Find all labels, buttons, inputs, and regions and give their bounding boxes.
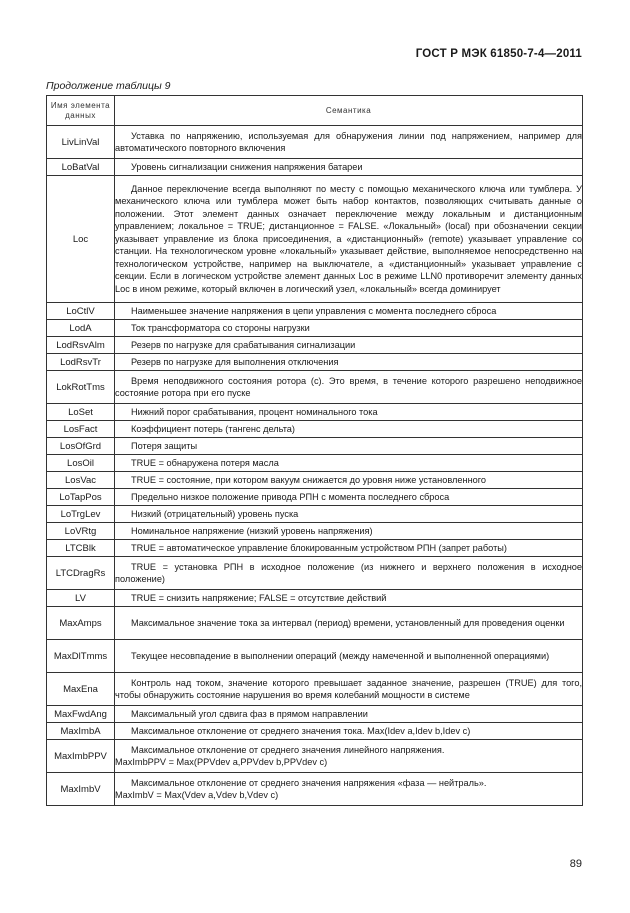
data-name-cell: LoBatVal xyxy=(47,159,115,176)
page-number: 89 xyxy=(569,858,582,870)
semantic-cell: Наименьшее значение напряжения в цепи управления с момента последнего сброса xyxy=(115,303,583,320)
table-row xyxy=(47,438,583,455)
table-row xyxy=(47,354,583,371)
semantic-cell: Данное переключение всегда выполняют по месту с помощью механического ключа или тумблера. У механического ключа или тумблера может быть набор контактов, позволяющих считывать данные о положении. Этот элемент данных означает переключение между локальным и дистанционным управлением; локальное = TRUE; дистанционное = FALSE. «Локальный» (local) при обозначении секции указывает управление из блока присоединения, а «дистанционный» (remote) указывает управление со станции. На технологическом уровне «локальный» указывает действие, выполняемое непосредственно на технологическом устройстве, например на выключателе, а «дистанционный» указывает управление с секции. Если в логическом устройстве элемент данных Loc в режиме LLN0 противоречит элементу данных Loc в ином режиме, который включен в логический узел, «локальный» всегда доминирует xyxy=(115,176,583,303)
semantic-cell xyxy=(115,773,583,806)
semantic-cell: Резерв по нагрузке для выполнения отключения xyxy=(115,354,583,371)
table-caption: Продолжение таблицы 9 xyxy=(46,80,171,92)
table-row xyxy=(47,590,583,607)
data-name-cell: MaxFwdAng xyxy=(47,706,115,723)
data-name-cell: Loc xyxy=(47,176,115,303)
semantic-cell: TRUE = установка РПН в исходное положение (из нижнего и верхнего положения в исходное положение) xyxy=(115,557,583,590)
table-row xyxy=(47,640,583,673)
column-header-name-line2: данных xyxy=(65,111,96,120)
semantic-formula: MaxImbV = Max(Vdev a,Vdev b,Vdev c) xyxy=(115,790,279,800)
table-row xyxy=(47,421,583,438)
semantic-cell: Уровень сигнализации снижения напряжения батареи xyxy=(115,159,583,176)
data-name-cell: MaxImbV xyxy=(47,773,115,806)
semantic-cell: Максимальное значение тока за интервал (период) времени, установленный для проведения оценки xyxy=(115,607,583,640)
column-header-name xyxy=(47,96,115,126)
data-name-cell: LosFact xyxy=(47,421,115,438)
column-header-name-line1: Имя элемента xyxy=(50,101,111,110)
table-row xyxy=(47,404,583,421)
data-name-cell: LV xyxy=(47,590,115,607)
semantic-cell: TRUE = состояние, при котором вакуум снижается до уровня ниже установленного xyxy=(115,472,583,489)
data-name-cell: LodA xyxy=(47,320,115,337)
table-row xyxy=(47,506,583,523)
semantic-cell: Максимальное отклонение от среднего значения тока. Max(Idev a,Idev b,Idev c) xyxy=(115,723,583,740)
table-row xyxy=(47,523,583,540)
semantic-line: Максимальное отклонение от среднего значения напряжения «фаза — нейтраль». xyxy=(131,777,487,788)
table-row xyxy=(47,472,583,489)
data-name-cell: MaxAmps xyxy=(47,607,115,640)
data-name-cell: LodRsvAlm xyxy=(47,337,115,354)
semantic-cell: TRUE = снизить напряжение; FALSE = отсутствие действий xyxy=(115,590,583,607)
data-name-cell: MaxImbA xyxy=(47,723,115,740)
semantic-cell: Номинальное напряжение (низкий уровень напряжения) xyxy=(115,523,583,540)
semantic-cell: Предельно низкое положение привода РПН с момента последнего сброса xyxy=(115,489,583,506)
data-name-cell: MaxImbPPV xyxy=(47,740,115,773)
table-row xyxy=(47,159,583,176)
semantic-cell: Потеря защиты xyxy=(115,438,583,455)
table-row xyxy=(47,540,583,557)
table-row xyxy=(47,303,583,320)
data-table xyxy=(46,95,583,806)
data-name-cell: LoCtlV xyxy=(47,303,115,320)
table-row xyxy=(47,126,583,159)
data-name-cell: LivLinVal xyxy=(47,126,115,159)
data-name-cell: LokRotTms xyxy=(47,371,115,404)
semantic-cell: Нижний порог срабатывания, процент номинального тока xyxy=(115,404,583,421)
table-row xyxy=(47,673,583,706)
data-name-cell: LosOfGrd xyxy=(47,438,115,455)
data-name-cell: LosVac xyxy=(47,472,115,489)
document-code: ГОСТ Р МЭК 61850-7-4—2011 xyxy=(415,48,582,60)
data-name-cell: LTCDragRs xyxy=(47,557,115,590)
table-row xyxy=(47,557,583,590)
semantic-line: Максимальное отклонение от среднего значения линейного напряжения. xyxy=(131,744,445,755)
table-row xyxy=(47,455,583,472)
table-row xyxy=(47,706,583,723)
data-name-cell: LTCBlk xyxy=(47,540,115,557)
data-name-cell: LoVRtg xyxy=(47,523,115,540)
semantic-cell: Резерв по нагрузке для срабатывания сигнализации xyxy=(115,337,583,354)
table-row xyxy=(47,723,583,740)
semantic-cell: TRUE = обнаружена потеря масла xyxy=(115,455,583,472)
semantic-cell: Низкий (отрицательный) уровень пуска xyxy=(115,506,583,523)
semantic-cell: Уставка по напряжению, используемая для обнаружения линии под напряжением, например для автоматического повторного включения xyxy=(115,126,583,159)
table-row xyxy=(47,176,583,303)
semantic-cell: Текущее несовпадение в выполнении операций (между намеченной и выполненной операциями) xyxy=(115,640,583,673)
column-header-semantic: Семантика xyxy=(115,96,583,126)
semantic-cell: Коэффициент потерь (тангенс дельта) xyxy=(115,421,583,438)
data-name-cell: LoTapPos xyxy=(47,489,115,506)
table-row xyxy=(47,607,583,640)
data-name-cell: LodRsvTr xyxy=(47,354,115,371)
data-name-cell: LoTrgLev xyxy=(47,506,115,523)
data-name-cell: LoSet xyxy=(47,404,115,421)
table-header-row xyxy=(47,96,583,126)
data-name-cell: MaxEna xyxy=(47,673,115,706)
semantic-cell xyxy=(115,740,583,773)
data-name-cell: MaxDlTmms xyxy=(47,640,115,673)
table-row xyxy=(47,773,583,806)
table-row xyxy=(47,371,583,404)
semantic-cell: TRUE = автоматическое управление блокированным устройством РПН (запрет работы) xyxy=(115,540,583,557)
table-row xyxy=(47,337,583,354)
semantic-cell: Максимальный угол сдвига фаз в прямом направлении xyxy=(115,706,583,723)
semantic-formula: MaxImbPPV = Max(PPVdev a,PPVdev b,PPVdev c) xyxy=(115,757,328,767)
semantic-cell: Время неподвижного состояния ротора (с). Это время, в течение которого разрешено неподвижное состояние ротора при его пуске xyxy=(115,371,583,404)
table-row xyxy=(47,740,583,773)
table-row xyxy=(47,320,583,337)
table-row xyxy=(47,489,583,506)
semantic-cell: Контроль над током, значение которого превышает заданное значение, разрешен (TRUE) для того, чтобы обнаружить состояние нарушения во время колебаний мощности в системе xyxy=(115,673,583,706)
data-name-cell: LosOil xyxy=(47,455,115,472)
semantic-cell: Ток трансформатора со стороны нагрузки xyxy=(115,320,583,337)
